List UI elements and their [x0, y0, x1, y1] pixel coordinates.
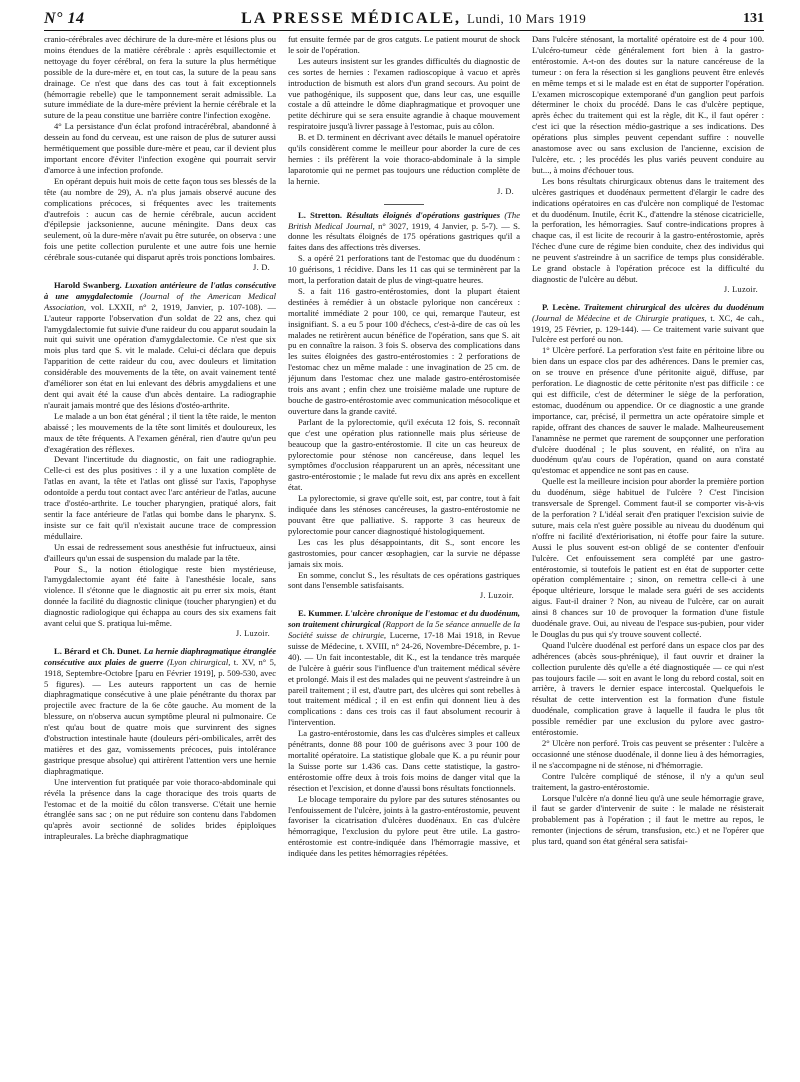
author: E. Kummer.: [298, 608, 343, 619]
paragraph: En somme, conclut S., les résultats de ces opérations gastriques sont dans l'ensemble satisfaisants.: [288, 569, 520, 591]
text-columns: [44, 34, 764, 1078]
paragraph: S. a fait 116 gastro-entérostomies, dont la plupart étaient destinées à remédier à un obstacle pylorique non cancéreux : mortalité immédiate 2 pour 100, ce qui, remarque l'auteur, est insignifiant. S. a eu 5 pour 100 d'échecs, c'est-à-dire de cas où les malades ne retirèrent aucun bénéfice de l'opération, sans que S. ait pu en connaître la raison. 3 fois S. observa des complications dans les suites éloignées des gastro-entérostomies : 2 perforations de l'estomac chez un même malade : une invagination de 25 cm. de jéjunum dans l'estomac chez une malade gastro-entérostomisée trois ans avant ; enfin chez une troisième malade une rupture de bouche de gastro-entérostomie avec communication mésocolique et ouverture dans la grande cavité.: [288, 285, 520, 416]
article-title: La hernie diaphragmatique étranglée consécutive aux plaies de guerre: [44, 645, 276, 667]
paragraph: Quand l'ulcère duodénal est perforé dans un espace clos par des adhérences (abcès sous-phrénique), il faut ouvrir et drainer la collection purulente dès qu'elle a été diagnostiquée — ce qui n'est pas toujours facile — soit en avant le long du rebord costal, soit en arrière, à travers le dernier espace intercostal. Quelquefois le résultat de cette intervention est la formation d'une fistule duodénale, complication grave à laquelle il faudra le plus tôt possible remédier par une exclusion du pylore avec gastro-entérostomie.: [532, 639, 764, 738]
paragraph: Les bons résultats chirurgicaux obtenus dans le traitement des ulcères gastriques et duodénaux permettent d'élargir le cadre des indications opératoires en cas d'ulcère non compliqué de l'estomac et du duodénum. Inutile, écrit K., d'attendre la sténose cicatricielle, la perforation, les hémorragies. Sauf contre-indications propres à chaque cas, il est licite de recourir à la gastro-entérostomie, après l'échec d'une cure de régime bien conduite, chez des individus qui ne peuvent s'astreindre à un sacrifice de temps plus considérable. Le grand obstacle à l'opération précoce est la difficulté du diagnostic de l'ulcère au début.: [532, 175, 764, 284]
article-title: Résultats éloignés d'opérations gastriques: [346, 209, 501, 220]
paragraph: S. a opéré 21 perforations tant de l'estomac que du duodénum : 10 guérisons, 1 récidive. Dans les 11 cas qui se terminèrent par la mort, la perforation datait de plus de vingt-quatre heures.: [288, 253, 520, 286]
article-title: L'ulcère chronique de l'estomac et du duodénum, son traitement chirurgical: [288, 608, 520, 630]
abstract-header: [44, 280, 276, 411]
paragraph: cranio-cérébrales avec déchirure de la dure-mère et lésions plus ou moins étendues de la matière cérébrale : après esquillectomie et nettoyage du foyer cérébral, on fera la suture la plus hermétique possible de la dure-mère et, en tout cas, la suture de la peau sans drainage. Ce n'est que dans des cas tout à fait exceptionnels (hémorragie rebelle) que le tamponnement serait admissible. La suture immédiate de la dure-mère prévient la hernie cérébrale et la suture de la peau constitue une barrière contre l'infection exogène.: [44, 34, 276, 121]
abstract-text: Lucerne, 17-18 Mai 1918, in Revue suisse de Médecine, t. XVIII, n° 24-26, Novembre-Décembre, p. 1-40). — Un fait incontestable, dit K., est la tendance très marquée de l'ulcère à guérir sous l'influence d'un traitement médical sévère et prolongé. Mais il est des malades qui ne peuvent s'astreindre à un pareil traitement ; il est, d'autre part, des ulcères qui sont rebelles à tout traitement médical ; il en est enfin qui donnent lieu à des complications : dans ces trois cas il faut absolument recourir à l'intervention.: [288, 630, 520, 728]
journal-name: (Journal of the American Medical Association,: [44, 290, 276, 312]
paragraph: La pylorectomie, si grave qu'elle soit, est, par contre, tout à fait indiquée dans les sténoses cancéreuses, la gastro-entérostomie ne pouvant être que palliative. S. rapporte 3 cas heureux de pylorectomie pour cancer diagnostiqué histologiquement.: [288, 493, 520, 536]
abstract-text: vol. LXXII, n° 2, 1919, Janvier, p. 107-108). — L'auteur rapporte l'observation d'un soldat de 22 ans, chez qui l'amygdalectomie fut suivie d'une raideur du cou apparut soudain la nuit qui suivit une opération d'amygdalectomie. Ce n'est que six mois plus tard que S. vit le malade. Celui-ci déclara que depuis l'apparition de cette raideur du cou, avec douleurs et limitation considérable des mouvements de la tête, on avait vainement tenté d'améliorer son état en lui enlevant des débris amygdaliens et une dent qui avait été la cause d'un abcès dentaire. La radiographie n'aurait jamais montré que des lésions d'ostéo-arthrite.: [44, 301, 276, 410]
abstract-header: [288, 608, 520, 728]
article-title: Traitement chirurgical des ulcères du duodénum: [583, 301, 764, 312]
abstract-stretton: [288, 210, 520, 603]
journal-name: (Lyon chirurgical,: [166, 656, 231, 667]
article-title: Luxation antérieure de l'atlas consécutive à une amygdalectomie: [44, 279, 276, 301]
column-3: [532, 34, 764, 1078]
paragraph: Le malade a un bon état général ; il tient la tête raide, le menton abaissé ; les mouvements de la tête sont limités et douloureux, les maux de tête fréquents. A l'examen général, rien d'autre qu'un peu d'exagération des réflexes.: [44, 410, 276, 454]
paragraph: Pour S., la notion étiologique reste bien mystérieuse, l'amygdalectomie ayant été faite à l'anesthésie locale, sans violence. Il s'étonne que le diagnostic ait pu errer six mois, étant donnée la facilité du diagnostic clinique (toucher pharyngien) et du diagnostic radiologique qui échappa au cours des six examens fait avant celui que S. pratiqua lui-même.: [44, 563, 276, 629]
journal-name: (Journal de Médecine et de Chirurgie pratiques,: [532, 312, 707, 323]
divider: [384, 204, 424, 205]
paragraph: 1° Ulcère perforé. La perforation s'est faite en péritoine libre ou bien dans un espace clos par des adhérences. Dans le premier cas, on se trouve en présence d'une péritonite aiguë, diffuse, par perforation. Le diagnostic de cette péritonite n'est pas difficile : ce qui est difficile, c'est de déterminer le siège de la perforation, estomac, duodénum ou appendice. Or ce diagnostic a une grande importance, car, précisé, il permettra un acte opératoire simple et rapide, offrant des chances de sauver le malade. Malheureusement l'anamnèse ne permet que rarement de soupçonner une perforation d'ulcère duodénal ; le plus souvent, en réalité, on n'ira au duodénum qu'au cours de l'opération, quand on aura constaté qu'estomac et appendice ne sont pas en cause.: [532, 345, 764, 476]
paragraph: Le blocage temporaire du pylore par des sutures sténosantes ou l'enfouissement de l'ulcère, joints à la gastro-entérostomie, peuvent favoriser la cicatrisation d'ulcères duodénaux. En cas d'ulcère hémorragique, l'exclusion du pylore peut être utile. La gastro-entérostomie est contre-indiquée dans l'hémorragie massive, et indiquée dans les petites hémorragies répétées.: [288, 793, 520, 859]
abstract-header: [532, 302, 764, 346]
paragraph: Devant l'incertitude du diagnostic, on fait une radiographie. Celle-ci est des plus positives : il y a une luxation complète de l'atlas en avant, la tête et l'atlas ont glissé sur l'axis, l'apophyse odontoïde a perdu tout contact avec l'arc antérieur de l'atlas, aucune trace d'ostéo-arthrite. Le toucher pharyngien, pratiqué alors, fait sentir la face antérieure de l'atlas qui bombe dans le pharynx. S. insiste sur ce fait qu'il n'existait aucune trace de compression médullaire.: [44, 454, 276, 541]
issue-number: N° 14: [44, 10, 85, 27]
paragraph: Un essai de redressement sous anesthésie fut infructueux, ainsi d'ailleurs qu'un essai de suspension du malade par la tête.: [44, 541, 276, 563]
paragraph: Quelle est la meilleure incision pour aborder la première portion du duodénum, siège habituel de l'ulcère ? C'est l'incision transversale de Sprengel. Comment faut-il se comporter vis-à-vis de la perforation ? L'idéal serait d'en pratiquer l'excision suivie de suture, mais cela n'est guère possible au niveau du duodénum qui n'offre ni facilité d'extériorisation, ni étoffe pour faire la suture. Aussi le plus souvent est-on obligé de se contenter d'enfouir l'ulcère. Cet enfouissement sera complété par une gastro-entérostomie, si toutefois le patient est en état de supporter cette opération complémentaire ; sinon, on remettra celle-ci à une époque ultérieure, lorsque le malade sera guéri de ses accidents aigus. Faut-il drainer ? Non, au niveau de l'ulcère, car on aurait ainsi 8 chances sur 10 de provoquer la formation d'une fistule duodénale grave. Oui, au niveau de l'espace sus-pubien, pour vider le Douglas du pus qui s'y trouve souvent collecté.: [532, 476, 764, 639]
journal-masthead: [241, 10, 586, 28]
paragraph: 4° La persistance d'un éclat profond intracérébral, abandonné à dessein au fond du cerveau, est une raison de plus de suturer aussi hermétiquement que possible dure-mère et peau, car il devient plus important encore d'éviter l'infection exogène qui pourrait servir d'amorce à une infection profonde.: [44, 121, 276, 175]
paragraph: La gastro-entérostomie, dans les cas d'ulcères simples et calleux pénétrants, donne 88 pour 100 de guérisons avec 3 pour 100 de mortalité opératoire. La statistique globale que K. a pu réunir pour la Suisse porte sur 1.436 cas. Dans cette statistique, la gastro-entérostomie offre deux à trois fois moins de danger vital que la résection et l'excision, et donne d'aussi bons résultats fonctionnels.: [288, 728, 520, 793]
paragraph: Dans l'ulcère sténosant, la mortalité opératoire est de 4 pour 100. L'ulcéro-tumeur cède généralement fort bien à la gastro-entérostomie. A-t-on des doutes sur la nature cancéreuse de la tumeur : on fera la résection si les ganglions peuvent être enlevés en même temps et si le malade est en état de supporter l'opération. L'examen microscopique extemporané d'un ganglion peut parfois déterminer le choix du procédé. Dans le cas d'ulcère peptique, après échec du traitement qui est la règle, dit K., il faut opérer : c'est ici que la résection médio-gastrique a ses indications. Des opérations plus simples peuvent cependant suffire : nouvelle anastomose avec ou sans exclusion de l'ancienne, excision de l'ulcère, etc. ; les procédés les plus variés peuvent conduire au but..., à moins d'échouer tous.: [532, 34, 764, 175]
author: P. Lecène.: [542, 301, 581, 312]
paragraph: fut ensuite fermée par de gros catguts. Le patient mourut de shock le soir de l'opération.: [288, 34, 520, 55]
column-2: [288, 34, 520, 1078]
signature: J. D.: [253, 263, 270, 273]
abstract-header: [288, 210, 520, 254]
paragraph: Contre l'ulcère compliqué de sténose, il n'y a qu'un seul traitement, la gastro-entérostomie.: [532, 770, 764, 792]
signature: J. Luzoir.: [235, 628, 270, 638]
author: Harold Swanberg.: [54, 279, 122, 290]
abstract-berard-dunet: [44, 646, 276, 842]
author: L. Stretton.: [298, 209, 342, 220]
author: L. Bérard et Ch. Dunet.: [54, 645, 142, 656]
paragraph: Une intervention fut pratiquée par voie thoraco-abdominale qui révéla la présence dans la cage thoracique des trois quarts de l'estomac et de la moitié du côlon transverse. C'était une hernie étranglée sans sac ; on ne put réduire son contenu dans l'abdomen qu'après avoir sectionné de solides brides épiploïques intrapleurales. La brèche diaphragmatique: [44, 776, 276, 842]
signature: J. Luzoir.: [723, 284, 758, 294]
abstract-header: [44, 646, 276, 777]
abstract-text: t. XC, 4e cah., 1919, 25 Février, p. 129-144). — Ce traitement varie suivant que l'ulcère est perforé ou non.: [532, 312, 764, 345]
abstract-swanberg: [44, 280, 276, 640]
journal-name: (Rapport de la 5e séance annuelle de la Société suisse de chirurgie,: [288, 619, 520, 641]
running-header: [44, 8, 764, 31]
issue-date: Lundi, 10 Mars 1919: [467, 11, 587, 26]
column-1: [44, 34, 276, 1078]
abstract-text: n° 3027, 1919, 4 Janvier, p. 5-7). — S. donne les résultats éloignés de 175 opérations gastriques qu'il a faites dans des affections très diverses.: [288, 220, 520, 253]
paragraph: B. et D. terminent en décrivant avec détails le manuel opératoire qu'ils considèrent comme le meilleur pour aborder la cure de ces hernies : ils préfèrent la voie thoraco-abdominale à la simple laparotomie qui ne permet pas toujours une réduction complète de la hernie.: [288, 132, 520, 186]
abstract-kummer: [288, 608, 520, 859]
abstract-text: t. XV, n° 5, 1918, Septembre-Octobre [paru en Février 1919], p. 509-530, avec 5 figures). — Les auteurs rapportent un cas de hernie diaphragmatique consécutive à une plaie pénétrante du thorax par projectile avec fracture de la 6e côte gauche. Au moment de la blessure, on n'observa aucun symptôme pleural ni pulmonaire. Ce n'est qu'au bout de quatre mois que survinrent des signes d'obstruction intestinale haute (douleurs péri-ombilicales, arrêt des matières et des gaz, vomissements précoces, puis intolérance gastrique presque absolue) qui attirèrent l'attention vers une hernie diaphragmatique.: [44, 656, 276, 776]
paragraph: Parlant de la pylorectomie, qu'il exécuta 12 fois, S. reconnaît que c'est une opération plus rationnelle mais plus sérieuse de beaucoup que la gastro-entérostomie. Il cite un cas heureux de pylorectomie pour sténose non cancéreuse, dans lequel les symptômes d'occlusion réapparurent un an après, nécessitant une gastro-entérostomie ; le malade fut revu dix ans après en excellent état.: [288, 416, 520, 493]
signature: J. Luzoir.: [479, 591, 514, 601]
page-number: 131: [743, 11, 764, 26]
journal-title: LA PRESSE MÉDICALE,: [241, 10, 461, 27]
journal-name: (The British Medical Journal,: [288, 209, 520, 231]
paragraph: Lorsque l'ulcère n'a donné lieu qu'à une seule hémorragie grave, il faut se garder d'intervenir de suite : le malade ne résisterait probablement pas à l'opération ; il faut le mettre au repos, le remonter (injections de sérum, transfusion, etc.) et ne l'opérer que plus tard, quand son état général sera satisfai-: [532, 792, 764, 847]
paragraph: 2° Ulcère non perforé. Trois cas peuvent se présenter : l'ulcère a occasionné une sténose duodénale, il donne lieu à des hémorragies, il ne s'accompagne ni de sténose, ni d'hémorragie.: [532, 738, 764, 770]
paragraph: Les cas les plus désappointants, dit S., sont encore les gastrostomies, pour cancer œsophagien, car la survie ne dépasse jamais six mois.: [288, 536, 520, 569]
paragraph: En opérant depuis huit mois de cette façon tous ses blessés de la tête (au nombre de 29), A. n'a plus jamais observé aucune des complications précoces, si fréquentes avec les traitements d'autrefois : aucun cas de hernie cérébrale, aucun accident d'épilepsie jacksonienne, aucune méningite. Dans deux cas seulement, où la dure-mère n'avait pu être suturée, on observa : une fois une petite collection purulente et une autre fois une hernie cérébrale sous-cutanée qui disparut après trois ponctions lombaires.: [44, 175, 276, 263]
paragraph: Les auteurs insistent sur les grandes difficultés du diagnostic de ces sortes de hernies : l'examen radioscopique à vacuo et après introduction de bismuth est alors d'un grand secours. Au point de vue pathogénique, ils supposent que, dans leur cas, une esquille costale a dû atteindre le dôme diaphragmatique et provoquer une petite déchirure qui se sera ensuite agrandie à chaque mouvement respiratoire jusqu'à livrer passage à l'estomac, puis au côlon.: [288, 55, 520, 132]
abstract-lecene: [532, 302, 764, 847]
signature: J. D.: [497, 186, 514, 196]
